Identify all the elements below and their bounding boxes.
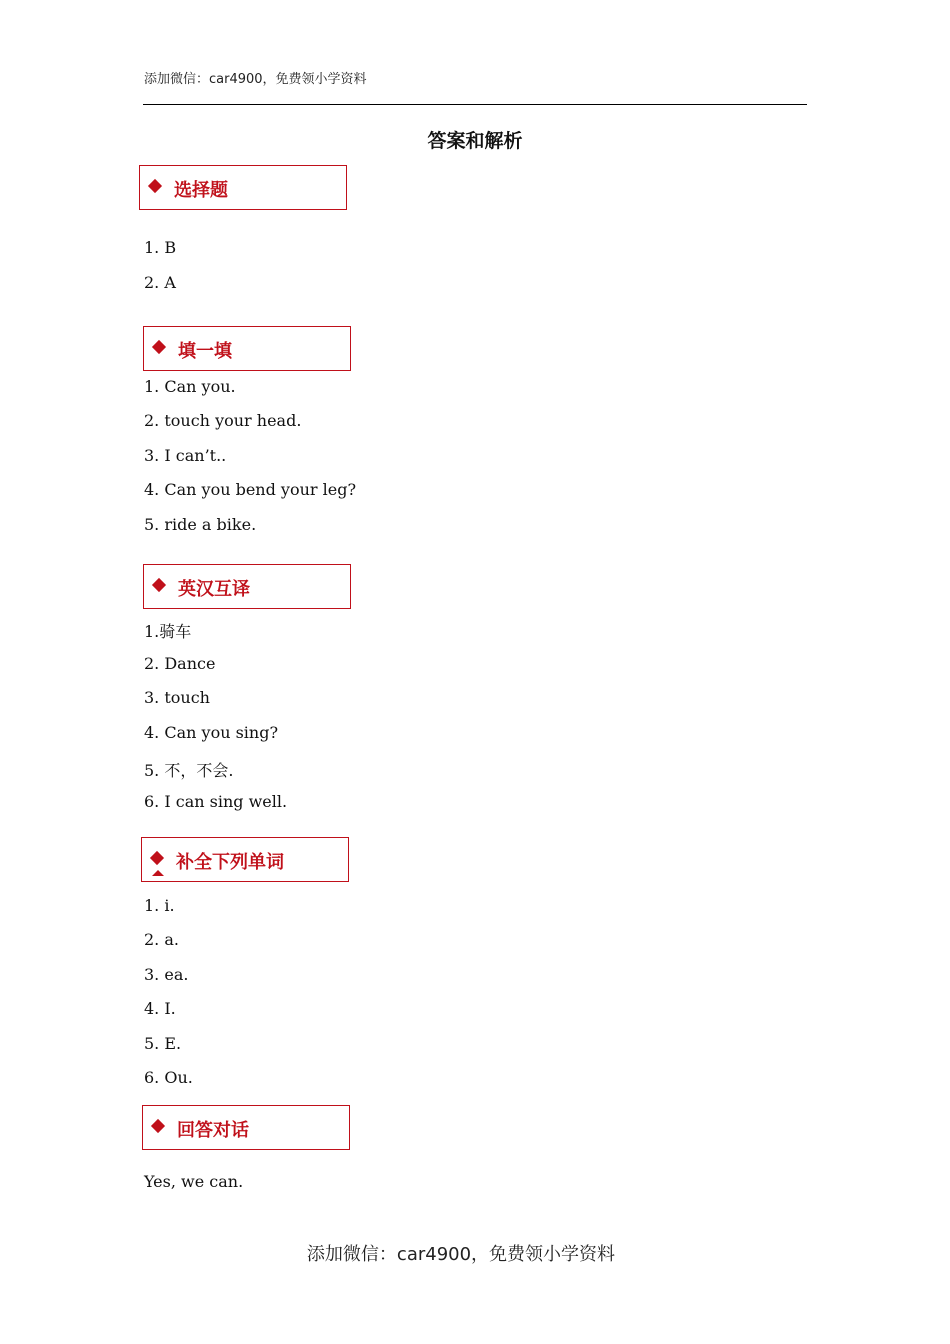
section-header-fill-in [143, 326, 351, 371]
header-note: 添加微信：car4900，免费领小学资料 [144, 72, 367, 87]
answer-line: 3. touch [144, 688, 210, 707]
answer-line: 4. Can you bend your leg? [144, 480, 357, 499]
diamond-bullet-icon [148, 179, 162, 193]
answer-line: 1. i. [144, 896, 175, 915]
diamond-bullet-icon [150, 851, 164, 865]
answer-line: 5. E. [144, 1034, 182, 1053]
section-title: 回答对话 [177, 1120, 249, 1141]
diamond-bullet-icon [151, 1119, 165, 1133]
section-title: 选择题 [174, 180, 228, 201]
section-header-multiple-choice [139, 165, 347, 210]
answer-line: 4. I. [144, 999, 176, 1018]
section-header-dialogue [142, 1105, 350, 1150]
answer-line: 2. Dance [144, 654, 216, 673]
answer-line: 3. I can’t.. [144, 446, 227, 465]
section-title: 英汉互译 [178, 579, 250, 600]
answer-line: 2. A [144, 273, 176, 292]
answer-line: 6. I can sing well. [144, 792, 288, 811]
caret-up-icon [152, 870, 164, 876]
section-header-complete-words [141, 837, 349, 882]
section-header-translation [143, 564, 351, 609]
answer-line: 1. Can you. [144, 377, 236, 396]
footer-note: 添加微信：car4900，免费领小学资料 [306, 1244, 616, 1265]
answer-line: 5. 不，不会. [144, 761, 234, 780]
answer-line: 2. touch your head. [144, 411, 302, 430]
section-title: 填一填 [178, 341, 232, 362]
diamond-bullet-icon [152, 340, 166, 354]
answer-line: 4. Can you sing? [144, 723, 279, 742]
answer-line: 2. a. [144, 930, 179, 949]
diamond-bullet-icon [152, 578, 166, 592]
answer-line: 1.骑车 [144, 622, 192, 641]
header-divider [143, 104, 807, 105]
answer-line: 3. ea. [144, 965, 189, 984]
answer-line: 5. ride a bike. [144, 515, 257, 534]
answer-line: 6. Ou. [144, 1068, 193, 1087]
document-title: 答案和解析 [427, 130, 523, 152]
section-title: 补全下列单词 [176, 852, 284, 873]
answer-line: 1. B [144, 238, 177, 257]
answer-line: Yes, we can. [144, 1172, 244, 1191]
